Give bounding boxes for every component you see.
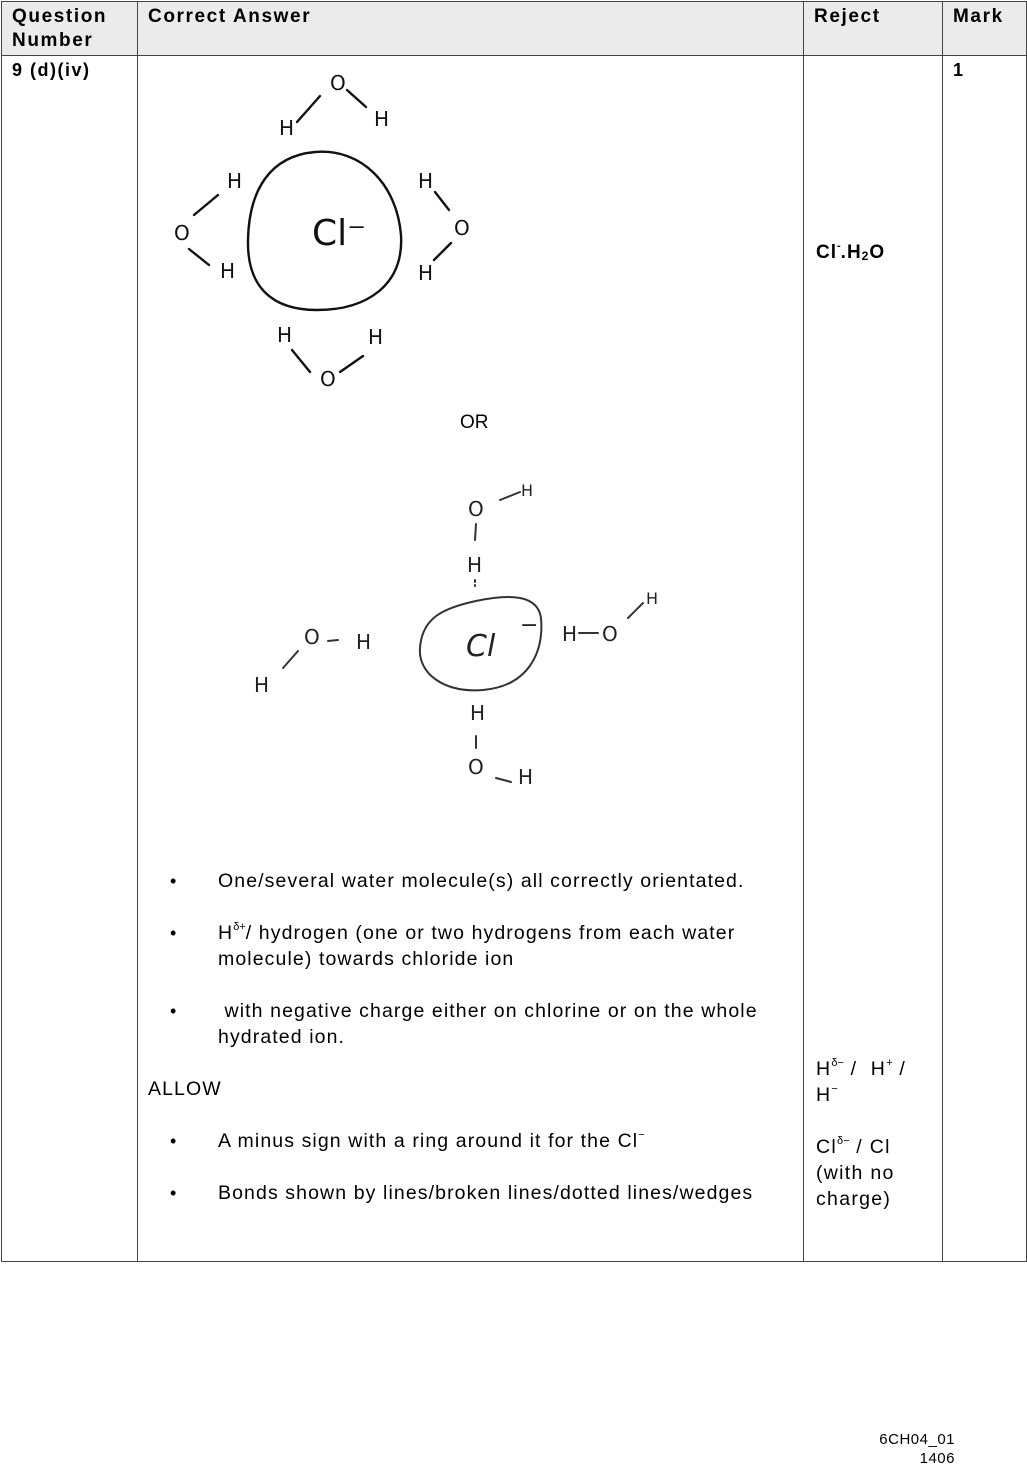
negative-charge: − [520, 613, 539, 638]
atom-o: O [174, 221, 190, 245]
reject-superscript: + [886, 1057, 893, 1069]
bond [435, 192, 449, 210]
paper-code: 6CH04_01 [879, 1431, 955, 1448]
header-question-number: Question Number [2, 2, 138, 56]
hydrated-chloride-diagram-2 [238, 468, 678, 798]
atom-h: H [467, 553, 483, 577]
chloride-label: Cl⁻ [312, 213, 367, 254]
reject-cell [804, 56, 943, 1262]
question-number: 9 (d)(iv) [2, 56, 138, 1262]
reject-text: O [869, 242, 886, 263]
bond [340, 356, 363, 372]
bond [434, 243, 451, 260]
exam-session: 1406 [919, 1450, 955, 1467]
atom-o: O [468, 497, 484, 521]
reject-text: H [816, 1084, 832, 1106]
atom-h: H [368, 325, 384, 349]
criterion-text: / hydrogen (one or two hydrogens from each water molecule) towards chloride ion [218, 922, 736, 970]
page-footer [879, 1430, 955, 1468]
atom-o: O [330, 71, 346, 95]
bond [297, 96, 320, 122]
reject-text: .H [840, 242, 862, 263]
bond [328, 640, 338, 641]
atom-h: H [521, 481, 534, 500]
or-separator: OR [460, 412, 489, 433]
atom-h: H [470, 701, 486, 725]
reject-superscript: - [837, 240, 841, 252]
allow-item [138, 1180, 778, 1206]
hydrated-chloride-diagram-1 [152, 60, 482, 420]
mark-scheme-table [1, 1, 1027, 1262]
reject-superscript: − [831, 1083, 838, 1095]
criterion-item [138, 868, 778, 894]
bullet-icon: • [170, 1131, 178, 1151]
reject-item-charges [816, 1056, 936, 1212]
bullet-icon: • [170, 1001, 178, 1021]
atom-h: H [277, 323, 293, 347]
chloride-label: Cl [466, 629, 496, 664]
criterion-item [138, 920, 778, 972]
reject-note: (with no charge) [816, 1162, 895, 1210]
atom-h: H [254, 673, 270, 697]
mark-value: 1 [943, 56, 1027, 1262]
bond [189, 249, 209, 265]
atom-h: H [562, 622, 578, 646]
reject-item-formula [816, 242, 885, 264]
header-correct-answer: Correct Answer [138, 2, 804, 56]
criterion-superscript: δ+ [233, 921, 246, 933]
header-reject: Reject [804, 2, 943, 56]
bond [496, 778, 511, 782]
atom-h: H [220, 259, 236, 283]
reject-subscript: 2 [861, 249, 870, 263]
bond [292, 350, 310, 372]
atom-h: H [418, 261, 434, 285]
allow-superscript: − [638, 1129, 645, 1141]
allow-text: Bonds shown by lines/broken lines/dotted lines/wedges [218, 1182, 754, 1204]
header-mark: Mark [943, 2, 1027, 56]
atom-h: H [646, 589, 659, 608]
bond [628, 603, 643, 618]
reject-text: / [892, 1058, 907, 1080]
bullet-icon: • [170, 1183, 178, 1203]
atom-o: O [304, 625, 320, 649]
correct-answer-cell [138, 56, 804, 1262]
reject-text: / H [843, 1058, 887, 1080]
atom-h: H [279, 116, 295, 140]
atom-h: H [227, 169, 243, 193]
criterion-text: One/several water molecule(s) all correctly orientated. [218, 870, 745, 892]
bullet-icon: • [170, 923, 178, 943]
reject-text: Cl [816, 242, 837, 263]
bullet-icon: • [170, 871, 178, 891]
reject-superscript: δ− [831, 1057, 844, 1069]
table-row [2, 56, 1027, 1262]
allow-text: A minus sign with a ring around it for the Cl [218, 1130, 639, 1152]
reject-text: Cl [816, 1136, 838, 1158]
atom-h: H [518, 765, 534, 789]
atom-o: O [468, 755, 484, 779]
atom-o: O [320, 367, 336, 391]
atom-h: H [418, 169, 434, 193]
bond [500, 492, 520, 500]
criterion-prefix: H [218, 922, 234, 944]
criterion-text: with negative charge either on chlorine or on the whole hydrated ion. [218, 1000, 765, 1048]
allow-item [138, 1128, 778, 1154]
reject-text: / Cl [849, 1136, 891, 1158]
atom-o: O [454, 216, 470, 240]
header-row [2, 2, 1027, 56]
criterion-item [138, 998, 778, 1050]
reject-text: H [816, 1058, 832, 1080]
bond [194, 195, 218, 215]
allow-label: ALLOW [148, 1078, 222, 1100]
atom-h: H [356, 630, 372, 654]
bond [283, 651, 298, 668]
bond [475, 524, 476, 540]
reject-superscript: δ− [837, 1135, 850, 1147]
marking-criteria [138, 868, 778, 1206]
atom-o: O [602, 622, 618, 646]
bond [347, 90, 366, 107]
atom-h: H [374, 107, 390, 131]
